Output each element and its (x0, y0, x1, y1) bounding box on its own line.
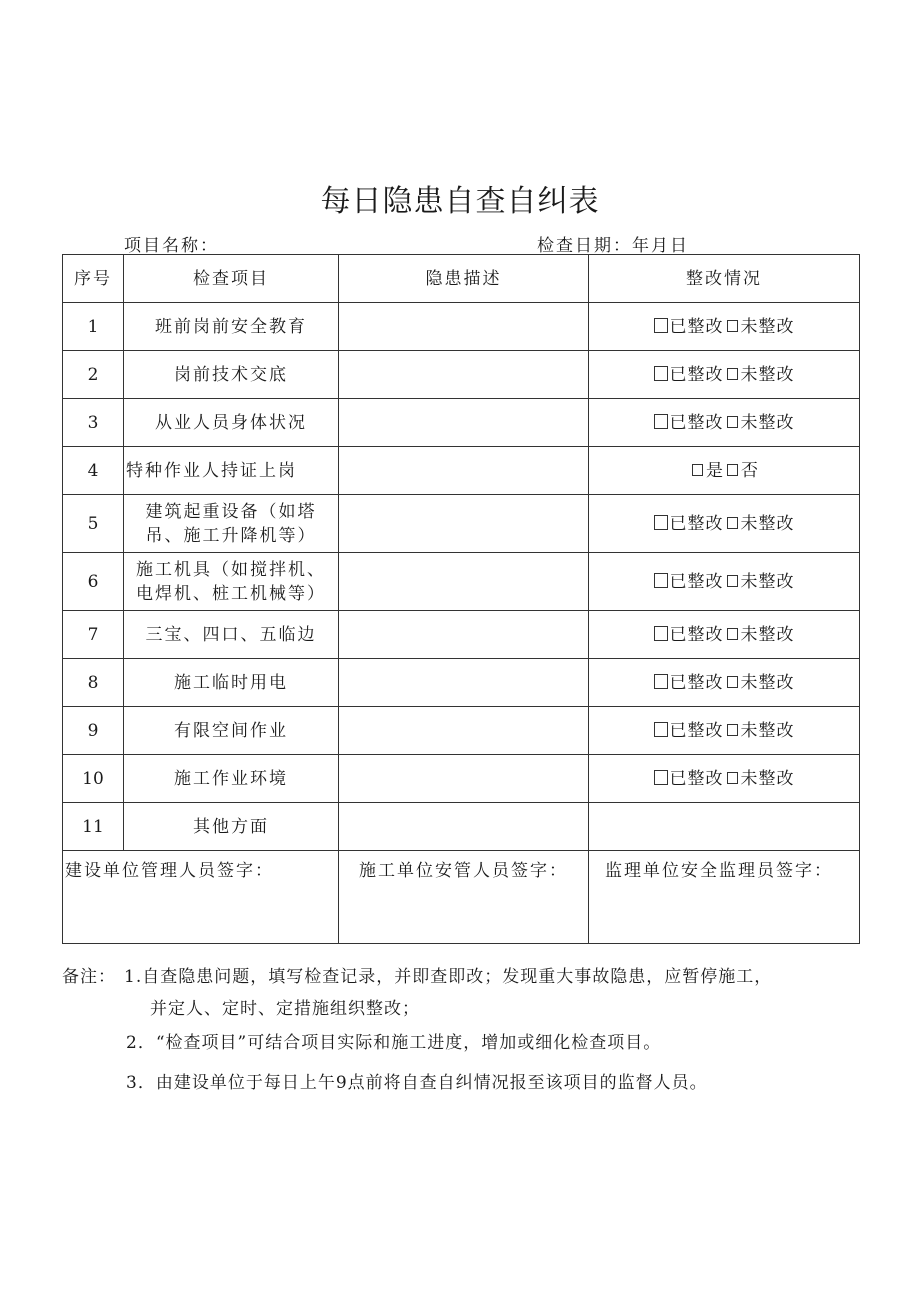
row-item-line: 建筑起重设备（如塔 (145, 501, 317, 522)
certification-status (589, 447, 860, 495)
rectification-status-empty[interactable] (589, 803, 860, 851)
option-fixed: 已整改 (669, 412, 724, 433)
row-item: 从业人员身体状况 (124, 399, 339, 447)
rectification-status (589, 553, 860, 611)
project-name-label: 项目名称： (124, 236, 219, 256)
hazard-description-cell[interactable] (339, 755, 589, 803)
row-number: 8 (63, 659, 124, 707)
row-item: 三宝、四口、五临边 (124, 611, 339, 659)
checkbox-icon[interactable] (654, 366, 668, 381)
table-row (63, 611, 860, 659)
table-row (63, 707, 860, 755)
checkbox-icon[interactable] (654, 626, 668, 641)
option-unfixed: 未整改 (740, 624, 795, 645)
notes-prefix: 备注： (62, 967, 116, 987)
checkbox-icon[interactable] (654, 770, 668, 785)
row-item-line: 电焊机、桩工机械等） (136, 583, 326, 604)
checkbox-icon[interactable] (727, 320, 738, 332)
table-row (63, 803, 860, 851)
row-item: 特种作业人持证上岗 (124, 447, 339, 495)
table-row (63, 659, 860, 707)
row-number: 10 (63, 755, 124, 803)
option-fixed: 已整改 (669, 571, 724, 592)
signature-row (63, 851, 860, 944)
row-number: 5 (63, 495, 124, 553)
row-item-line: 吊、施工升降机等） (145, 525, 317, 546)
option-unfixed: 未整改 (740, 513, 795, 534)
rectification-status (589, 611, 860, 659)
header-status: 整改情况 (589, 255, 860, 303)
table-row (63, 553, 860, 611)
row-number: 11 (63, 803, 124, 851)
checkbox-icon[interactable] (654, 318, 668, 333)
rectification-status (589, 495, 860, 553)
option-unfixed: 未整改 (740, 316, 795, 337)
builder-unit-signature[interactable]: 施工单位安管人员签字： (339, 851, 589, 944)
rectification-status (589, 659, 860, 707)
rectification-status (589, 707, 860, 755)
header-item: 检查项目 (124, 255, 339, 303)
option-fixed: 已整改 (669, 316, 724, 337)
option-unfixed: 未整改 (740, 412, 795, 433)
table-row (63, 303, 860, 351)
option-fixed: 已整改 (669, 624, 724, 645)
checkbox-icon[interactable] (727, 416, 738, 428)
option-unfixed: 未整改 (740, 571, 795, 592)
row-number: 9 (63, 707, 124, 755)
table-row (63, 755, 860, 803)
supervisor-unit-signature[interactable]: 监理单位安全监理员签字： (589, 851, 860, 944)
table-row (63, 399, 860, 447)
hazard-description-cell[interactable] (339, 447, 589, 495)
checkbox-icon[interactable] (727, 628, 738, 640)
table-row (63, 447, 860, 495)
hazard-description-cell[interactable] (339, 707, 589, 755)
header-desc: 隐患描述 (339, 255, 589, 303)
checkbox-icon[interactable] (654, 414, 668, 429)
table-row (63, 495, 860, 553)
hazard-description-cell[interactable] (339, 659, 589, 707)
row-item: 施工临时用电 (124, 659, 339, 707)
option-fixed: 已整改 (669, 768, 724, 789)
option-fixed: 已整改 (669, 720, 724, 741)
hazard-description-cell[interactable] (339, 303, 589, 351)
note-1-line-1: 1.自查隐患问题，填写检查记录，并即查即改；发现重大事故隐患，应暂停施工， (124, 967, 773, 987)
table-header-row (63, 255, 860, 303)
option-fixed: 已整改 (669, 672, 724, 693)
table-row (63, 351, 860, 399)
row-item: 施工作业环境 (124, 755, 339, 803)
checkbox-icon[interactable] (727, 368, 738, 380)
note-3: 3．由建设单位于每日上午9点前将自查自纠情况报至该项目的监督人员。 (126, 1073, 708, 1093)
option-fixed: 已整改 (669, 364, 724, 385)
checkbox-icon[interactable] (727, 676, 738, 688)
note-1-line-2: 并定人、定时、定措施组织整改； (150, 999, 420, 1019)
rectification-status (589, 755, 860, 803)
row-number: 2 (63, 351, 124, 399)
checkbox-icon[interactable] (654, 722, 668, 737)
hazard-description-cell[interactable] (339, 611, 589, 659)
header-seq: 序号 (63, 255, 124, 303)
inspection-table (62, 254, 860, 944)
option-unfixed: 未整改 (740, 768, 795, 789)
row-number: 1 (63, 303, 124, 351)
checkbox-icon[interactable] (654, 674, 668, 689)
hazard-description-cell[interactable] (339, 351, 589, 399)
row-number: 4 (63, 447, 124, 495)
checkbox-icon[interactable] (727, 724, 738, 736)
row-item (124, 553, 339, 611)
option-yes: 是 (706, 460, 724, 481)
option-no: 否 (741, 460, 759, 481)
row-item: 有限空间作业 (124, 707, 339, 755)
page-title: 每日隐患自查自纠表 (320, 184, 600, 219)
checkbox-icon[interactable] (727, 517, 738, 529)
note-2: 2．“检查项目”可结合项目实际和施工进度，增加或细化检查项目。 (126, 1033, 662, 1053)
checkbox-icon[interactable] (654, 515, 668, 530)
rectification-status (589, 399, 860, 447)
row-item (124, 495, 339, 553)
inspection-date-label: 检查日期：年月日 (537, 236, 689, 256)
construction-unit-signature[interactable]: 建设单位管理人员签字： (63, 851, 339, 944)
checkbox-icon[interactable] (727, 575, 738, 587)
hazard-description-cell[interactable] (339, 553, 589, 611)
option-unfixed: 未整改 (740, 672, 795, 693)
row-item: 班前岗前安全教育 (124, 303, 339, 351)
option-unfixed: 未整改 (740, 720, 795, 741)
row-number: 6 (63, 553, 124, 611)
hazard-description-cell[interactable] (339, 495, 589, 553)
rectification-status (589, 303, 860, 351)
rectification-status (589, 351, 860, 399)
row-number: 3 (63, 399, 124, 447)
checkbox-icon[interactable] (654, 573, 668, 588)
option-unfixed: 未整改 (740, 364, 795, 385)
row-item: 其他方面 (124, 803, 339, 851)
checkbox-icon[interactable] (727, 772, 738, 784)
option-fixed: 已整改 (669, 513, 724, 534)
row-item: 岗前技术交底 (124, 351, 339, 399)
hazard-description-cell[interactable] (339, 803, 589, 851)
checkbox-icon[interactable] (727, 464, 738, 476)
checkbox-icon[interactable] (692, 464, 703, 476)
hazard-description-cell[interactable] (339, 399, 589, 447)
row-number: 7 (63, 611, 124, 659)
row-item-line: 施工机具（如搅拌机、 (136, 559, 326, 580)
